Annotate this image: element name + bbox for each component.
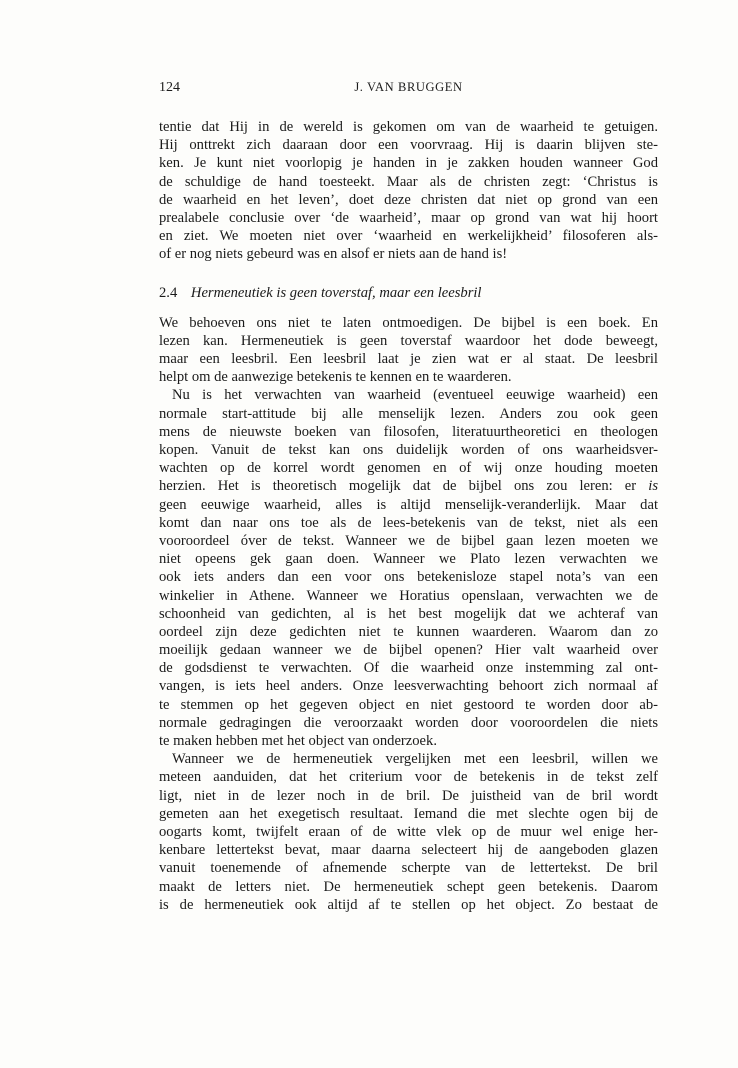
text-line: ook iets anders dan een voor ons betekenisloze stapel nota’s van een (159, 569, 658, 586)
text-line: wachten op de korrel wordt genomen en of wij onze houding moeten (159, 460, 658, 477)
text-line: normale start-attitude bij alle menselijk lezen. Anders zou ook geen (159, 405, 658, 422)
paragraph (159, 314, 658, 387)
text-line-with-italic (159, 477, 658, 495)
text-line: geen eeuwige waarheid, alles is altijd menselijk-veranderlijk. Maar dat (159, 496, 658, 513)
section-number: 2.4 (159, 284, 178, 301)
section-title: Hermeneutiek is geen toverstaf, maar een leesbril (190, 284, 482, 301)
paragraph-continued (159, 118, 658, 264)
text-line: en ziet. We moeten niet over ‘waarheid en werkelijkheid’ filosoferen als- (159, 228, 658, 245)
running-head: J. VAN BRUGGEN (354, 80, 463, 94)
text-line: te stemmen op het gegeven object en niet gestoord te worden door ab- (159, 696, 658, 713)
text-line: of er nog niets gebeurd was en alsof er niets aan de hand is! (159, 246, 508, 263)
text-line: vangen, is iets heel anders. Onze leesverwachting behoort zich normaal af (159, 678, 658, 695)
paragraph (159, 386, 658, 750)
page-number: 124 (159, 80, 180, 95)
text-line: oordeel zijn deze gedichten niet te kunnen waarderen. Waarom dan zo (159, 623, 658, 640)
text-line: de schuldige de hand toesteekt. Maar als de christen zegt: ‘Christus is (159, 173, 658, 190)
text-line: kopen. Vanuit de tekst kan ons duidelijk worden of ons waarheidsver- (159, 442, 658, 458)
text-line: We behoeven ons niet te laten ontmoedigen. De bijbel is een boek. En (159, 314, 658, 331)
text-line: ken. Je kunt niet voorlopig je handen in je zakken houden wanneer God (159, 155, 658, 172)
italic-word: is (648, 478, 658, 495)
text-line: ligt, niet in de lezer noch in de bril. De juistheid van de bril wordt (159, 787, 658, 804)
text-line: moeilijk gedaan wanneer we de bijbel openen? Hier valt waarheid over (159, 642, 658, 659)
text-line: Nu is het verwachten van waarheid (eventueel eeuwige waarheid) een (172, 387, 658, 404)
text-line: schoonheid van gedichten, al is het best mogelijk dat we achteraf van (159, 605, 658, 622)
text-line: maakt de letters niet. De hermeneutiek schept geen betekenis. Daarom (159, 878, 658, 895)
text-line: meteen aanduiden, dat het criterium voor de betekenis in de tekst zelf (159, 769, 658, 786)
text-line: niet opeens gek gaan doen. Wanneer we Plato lezen verwachten we (159, 551, 658, 568)
text-line: gemeten aan het exegetisch resultaat. Iemand die met slechte ogen bij de (159, 805, 658, 822)
section-heading (159, 284, 658, 302)
text-line: helpt om de aanwezige betekenis te kennen en te waarderen. (159, 369, 512, 386)
text-line: winkelier in Athene. Wanneer we Horatius openslaan, verwachten we de (159, 587, 658, 604)
text-line: de waarheid en het leven’, doet deze christen dat niet op grond van een (159, 191, 658, 208)
text-line: prealabele conclusie over ‘de waarheid’, maar op grond van wat hij hoort (159, 209, 658, 226)
text-line: lezen kan. Hermeneutiek is geen toverstaf waardoor het dode beweegt, (159, 332, 658, 349)
text-line: maar een leesbril. Een leesbril laat je zien wat er al staat. De leesbril (159, 351, 658, 368)
page-header (159, 80, 658, 98)
text-line: vanuit toenemende of afnemende scherpte van de lettertekst. De bril (159, 860, 658, 877)
text-line: Wanneer we de hermeneutiek vergelijken met een leesbril, willen we (172, 751, 658, 768)
text-line: kenbare lettertekst bevat, maar daarna selecteert hij de aangeboden glazen (159, 842, 658, 859)
body-text (159, 118, 658, 914)
text-line: tentie dat Hij in de wereld is gekomen om van de waarheid te getuigen. (159, 119, 658, 135)
text-line: vooroordeel óver de tekst. Wanneer we de bijbel gaan lezen moeten we (159, 532, 658, 549)
text-segment: herzien. Het is theoretisch mogelijk dat de bijbel ons zou leren: er (159, 478, 637, 495)
text-line: oogarts komt, twijfelt eraan of de witte vlek op de muur wel enige her- (159, 823, 658, 840)
text-line: komt dan naar ons toe als de lees-betekenis van de tekst, niet als een (159, 514, 658, 531)
paragraph (159, 750, 658, 914)
text-line: de godsdienst te verwachten. Of die waarheid onze instemming zal ont- (159, 660, 658, 677)
text-line: is de hermeneutiek ook altijd af te stellen op het object. Zo bestaat de (159, 896, 658, 913)
text-line: te maken hebben met het object van onderzoek. (159, 733, 437, 749)
text-line: mens de nieuwste boeken van filosofen, literatuurtheoretici en theologen (159, 423, 658, 440)
text-line: Hij onttrekt zich daaraan door een voorvraag. Hij is daarin blijven ste- (159, 137, 658, 154)
text-line: normale gedragingen die veroorzaakt worden door vooroordelen die niets (159, 714, 658, 731)
